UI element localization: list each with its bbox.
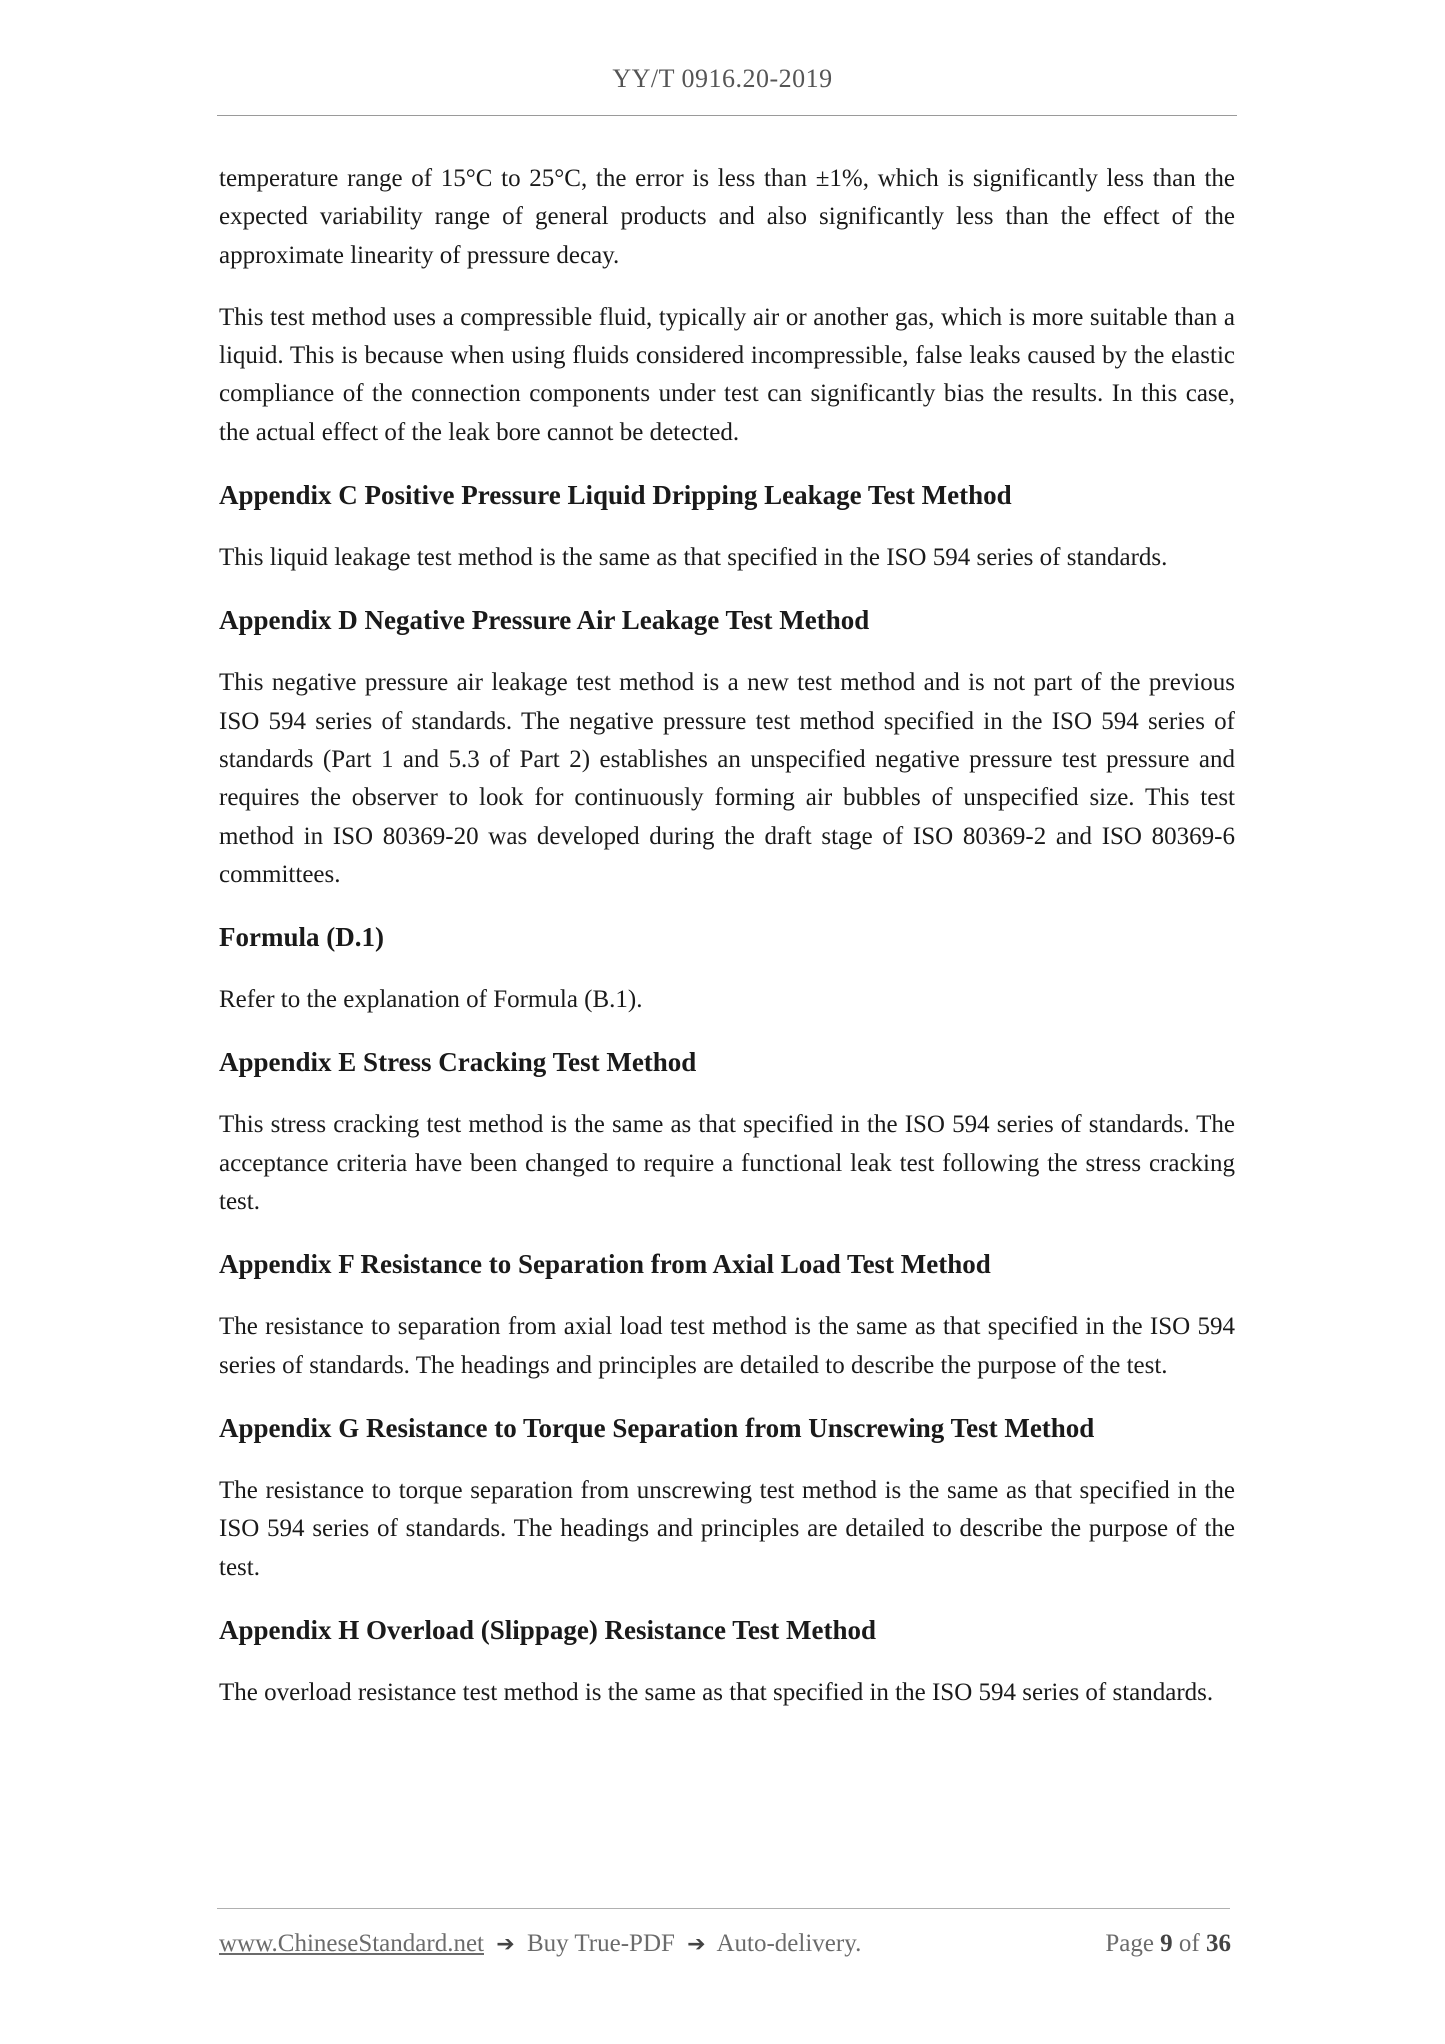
paragraph-appendix-e: This stress cracking test method is the same as that specified in the ISO 594 series of standards. The acceptance criteria have been changed to require a functional leak test following the stress cracking test. — [219, 1111, 1235, 1216]
footer-divider — [217, 1908, 1230, 1909]
document-id-header: YY/T 0916.20-2019 — [612, 64, 833, 93]
footer-promo — [219, 1930, 861, 1958]
page-total: 36 — [1206, 1930, 1231, 1957]
paragraph-appendix-f: The resistance to separation from axial load test method is the same as that specified in the ISO 594 series of standards. The headings and principles are detailed to describe the purpose of the test. — [219, 1313, 1235, 1379]
heading-appendix-h: Appendix H Overload (Slippage) Resistance Test Method — [219, 1614, 877, 1645]
paragraph-compressible-fluid: This test method uses a compressible fluid, typically air or another gas, which is more suitable than a liquid. This is because when using fluids considered incompressible, false leaks caused by the elastic compliance of the connection components under test can significantly bias the results. In this case, the actual effect of the leak bore cannot be detected. — [219, 303, 1235, 446]
delivery-text: Auto-delivery. — [716, 1930, 862, 1957]
page-label: Page — [1105, 1930, 1154, 1957]
paragraph-appendix-g: The resistance to torque separation from unscrewing test method is the same as that specified in the ISO 594 series of standards. The headings and principles are detailed to describe the purpose of the test. — [219, 1476, 1235, 1581]
paragraph-formula-d1: Refer to the explanation of Formula (B.1). — [219, 986, 643, 1014]
page-indicator — [1105, 1930, 1231, 1958]
page-body — [219, 160, 1235, 1736]
arrow-right-icon: ➔ — [496, 1932, 515, 1957]
arrow-right-icon: ➔ — [687, 1932, 706, 1957]
heading-appendix-e: Appendix E Stress Cracking Test Method — [219, 1047, 697, 1078]
buy-text: Buy True-PDF — [526, 1930, 675, 1957]
page-of-label: of — [1178, 1930, 1200, 1957]
paragraph-appendix-c: This liquid leakage test method is the same as that specified in the ISO 594 series of standards. — [219, 544, 1168, 572]
paragraph-appendix-h: The overload resistance test method is the same as that specified in the ISO 594 series of standards. — [219, 1678, 1214, 1706]
paragraph-temperature-error: temperature range of 15°C to 25°C, the error is less than ±1%, which is significantly less than the expected variability range of general products and also significantly less than the effect of the approximate linearity of pressure decay. — [219, 165, 1235, 269]
page-current: 9 — [1160, 1930, 1173, 1957]
heading-appendix-g: Appendix G Resistance to Torque Separation from Unscrewing Test Method — [219, 1412, 1095, 1443]
paragraph-appendix-d: This negative pressure air leakage test method is a new test method and is not part of the previous ISO 594 series of standards. The negative pressure test method specified in the ISO 594 series of standards (Part 1 and 5.3 of Part 2) establishes an unspecified negative pressure test pressure and requires the observer to look for continuously forming air bubbles of unspecified size. This test method in ISO 80369-20 was developed during the draft stage of ISO 80369-2 and ISO 80369-6 committees. — [219, 669, 1235, 888]
page-footer — [219, 1930, 1231, 1966]
heading-appendix-f: Appendix F Resistance to Separation from Axial Load Test Method — [219, 1249, 991, 1280]
site-link[interactable]: www.ChineseStandard.net — [219, 1930, 484, 1957]
heading-appendix-c: Appendix C Positive Pressure Liquid Dripping Leakage Test Method — [219, 480, 1012, 511]
header-divider — [217, 115, 1237, 116]
heading-formula-d1: Formula (D.1) — [219, 922, 384, 953]
heading-appendix-d: Appendix D Negative Pressure Air Leakage Test Method — [219, 605, 870, 636]
